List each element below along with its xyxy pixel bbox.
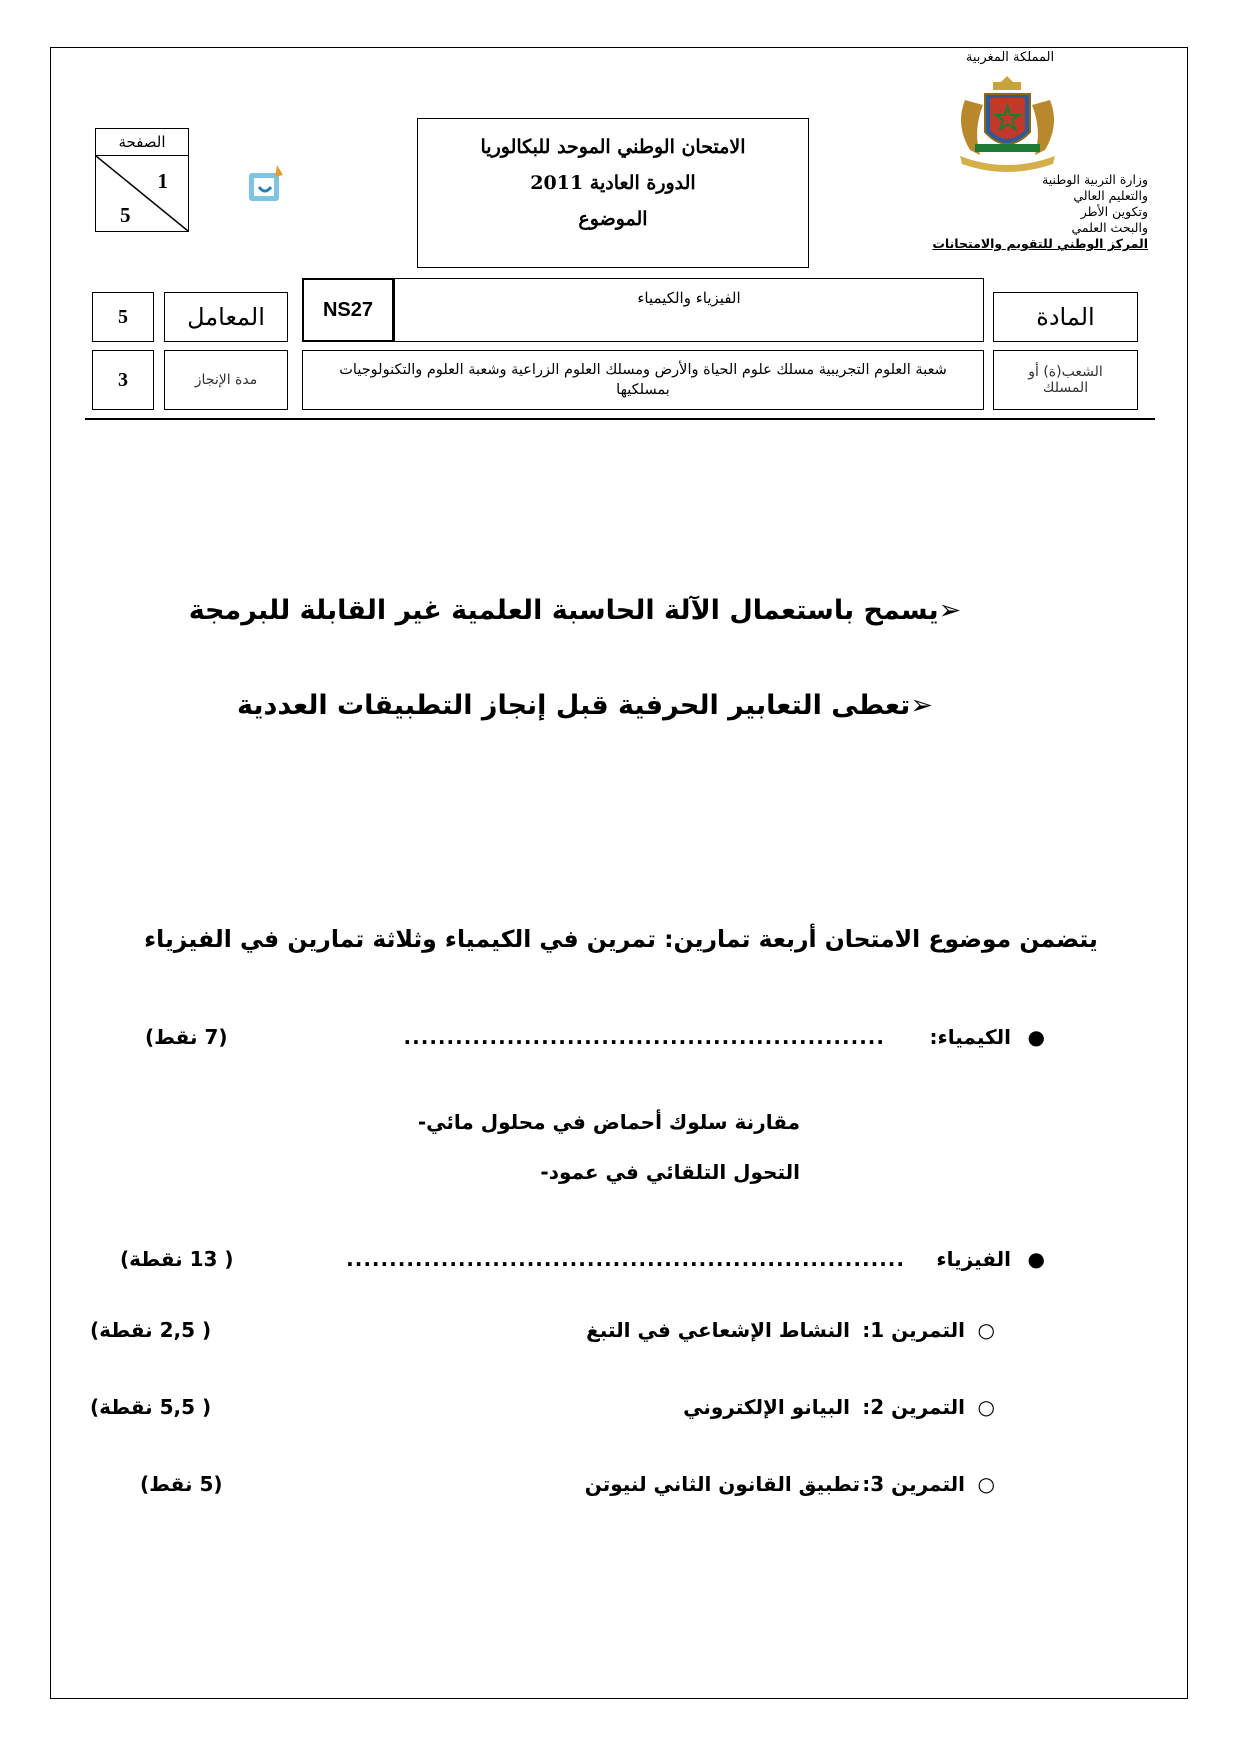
exercise-row (140, 1472, 995, 1504)
bullet-icon: ● (1027, 1247, 1045, 1271)
exercise-points: ( 2,5 نقطة) (90, 1318, 212, 1342)
coefficient-label: المعامل (164, 292, 288, 342)
ministry-line: والبحث العلمي (1071, 220, 1148, 235)
duration-label: مدة الإنجاز (164, 350, 288, 410)
circle-bullet-icon: ○ (977, 1318, 995, 1342)
exam-title: الامتحان الوطني الموحد للبكالوريا (480, 136, 746, 158)
subject-label: المادة (993, 292, 1138, 342)
physics-label: الفيزياء (936, 1247, 1011, 1271)
branch-value: شعبة العلوم التجريبية مسلك علوم الحياة والأرض ومسلك العلوم الزراعية وشعبة العلوم والتكنولوجيات بمسلكيها (302, 350, 984, 410)
exercise-title: البيانو الإلكتروني (683, 1395, 850, 1419)
physics-points: ( 13 نقطة) (120, 1247, 234, 1271)
coefficient-value: 5 (92, 292, 154, 342)
exercise-row (90, 1318, 995, 1350)
exam-overview: يتضمن موضوع الامتحان أربعة تمارين: تمرين في الكيمياء وثلاثة تمارين في الفيزياء (144, 925, 1098, 953)
physics-row (120, 1247, 1045, 1279)
page-counter (95, 128, 189, 232)
exam-subject-heading: الموضوع (578, 208, 648, 230)
instruction-calculator: يسمح باستعمال الآلة الحاسبة العلمية غير القابلة للبرمجة (188, 595, 939, 626)
royal-emblem-icon (945, 70, 1070, 172)
dash-bullet-icon: - (540, 1160, 549, 1184)
exercise-label: التمرين 2: (862, 1395, 965, 1419)
chemistry-points: (7 نقط) (145, 1025, 228, 1049)
branch-label: الشعب(ة) أو المسلك (993, 350, 1138, 410)
subject-value: الفيزياء والكيمياء (394, 278, 984, 342)
ministry-block (868, 172, 1148, 252)
chemistry-topic (480, 1160, 800, 1184)
exercise-title: النشاط الإشعاعي في التبغ (586, 1318, 850, 1342)
bullet-icon: ● (1027, 1025, 1045, 1049)
header-separator (85, 418, 1155, 420)
assessment-center: المركز الوطني للتقويم والامتحانات (932, 236, 1148, 251)
exam-title-box (417, 118, 809, 268)
exercise-title: تطبيق القانون الثاني لنيوتن (584, 1472, 860, 1496)
arrow-bullet-icon: ➢ (938, 595, 962, 626)
page-total: 5 (120, 203, 131, 227)
arrow-bullet-icon: ➢ (910, 690, 933, 721)
instruction-expressions: تعطى التعابير الحرفية قبل إنجاز التطبيقات العددية (237, 690, 911, 721)
physics-dots: ................................................................. (346, 1247, 905, 1271)
circle-bullet-icon: ○ (977, 1395, 995, 1419)
exercise-row (90, 1395, 995, 1427)
page-label: الصفحة (96, 129, 188, 156)
page-divider-icon (96, 156, 188, 231)
chemistry-topic-text: مقارنة سلوك أحماض في محلول مائي (426, 1110, 800, 1134)
chemistry-dots: ........................................................ (403, 1025, 885, 1049)
chemistry-topic (380, 1110, 800, 1134)
circle-bullet-icon: ○ (977, 1472, 995, 1496)
ministry-logo-icon (247, 163, 291, 203)
instruction-line (150, 595, 1000, 626)
chemistry-topic-text: التحول التلقائي في عمود (548, 1160, 800, 1184)
duration-value: 3 (92, 350, 154, 410)
ministry-line: وزارة التربية الوطنية (1042, 172, 1148, 187)
ministry-line: والتعليم العالي (1073, 188, 1148, 203)
ministry-line: وتكوين الأطر (1080, 204, 1148, 219)
chemistry-row (145, 1025, 1045, 1057)
exam-session: الدورة العادية 2011 (530, 172, 696, 194)
kingdom-label: المملكة المغربية (965, 50, 1055, 65)
exercise-label: التمرين 3: (862, 1472, 965, 1496)
exercise-label: التمرين 1: (862, 1318, 965, 1342)
dash-bullet-icon: - (417, 1110, 427, 1134)
subject-code: NS27 (302, 278, 394, 342)
chemistry-label: الكيمياء: (929, 1025, 1011, 1049)
exercise-points: ( 5,5 نقطة) (90, 1395, 212, 1419)
exercise-points: (5 نقط) (140, 1472, 223, 1496)
instruction-line (210, 690, 960, 721)
page-current: 1 (157, 169, 168, 193)
